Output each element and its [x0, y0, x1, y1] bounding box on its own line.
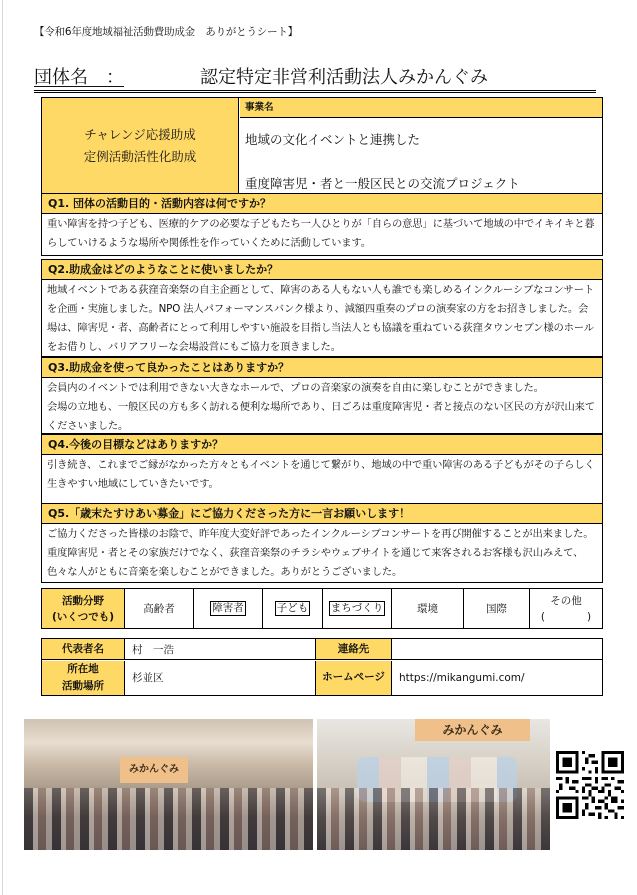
field-option-environment-label: 環境 — [417, 602, 438, 615]
qa-block-1 — [41, 193, 603, 256]
project-name-line-2: 重度障害児・者と一般区民との交流プロジェクト — [245, 176, 520, 191]
qa-block-3 — [41, 357, 603, 434]
representative-value: 村 一浩 — [125, 639, 316, 659]
answer-3 — [42, 378, 602, 437]
sheet-header-label: 【令和6年度地域福祉活動費助成金 ありがとうシート】 — [34, 26, 298, 38]
grant-type-challenge: チャレンジ応援助成 — [84, 126, 196, 142]
field-option-international[interactable] — [464, 589, 530, 628]
contact-row-2 — [42, 661, 602, 696]
question-2: Q2.助成金はどのようなことに使いましたか？ — [42, 260, 602, 280]
project-label: 事業名 — [240, 98, 602, 118]
location-value: 杉並区 — [125, 661, 316, 696]
project-name-line-1: 地域の文化イベントと連携した — [245, 132, 421, 147]
qa-block-2 — [41, 259, 603, 357]
group-photo-crowd — [24, 788, 313, 850]
field-option-international-label: 国際 — [486, 602, 507, 615]
concert-photo-audience — [317, 788, 550, 850]
field-option-community[interactable] — [323, 589, 392, 628]
answer-1: 重い障害を持つ子ども、医療的ケアの必要な子どもたち一人ひとりが「自らの意思」に基づいて地域の中でイキイキと暮らしていけるような場所や関係性を作っていくために活動しています。 — [47, 218, 595, 249]
question-4: Q4.今後の目標などはありますか？ — [42, 435, 602, 455]
field-option-elderly-label: 高齢者 — [143, 602, 175, 615]
project-section — [240, 98, 602, 193]
activity-fields-label-line-2: (いくつでも) — [51, 610, 115, 623]
field-option-children[interactable] — [263, 589, 323, 628]
contact-value — [392, 639, 602, 659]
group-photo-banner: みかんぐみ — [120, 757, 188, 783]
field-option-community-label: まちづくり — [330, 602, 384, 614]
field-option-other-value: ( ) — [540, 610, 592, 623]
question-1: Q1. 団体の活動目的・活動内容は何ですか？ — [42, 194, 602, 214]
answer-3-line-1: 会員内のイベントでは利用できない大きなホールで、プロの音楽家の演奏を自由に楽しむことができました。 — [47, 382, 544, 394]
field-option-disabled-label: 障害者 — [212, 602, 244, 614]
organization-label: 団体名 ： — [34, 67, 124, 88]
field-option-disabled[interactable] — [194, 589, 263, 628]
answer-2: 地域イベントである荻窪音楽祭の自主企画として、障害のある人もない人も誰でも楽しめるインクルーシブなコンサートを企画・実施しました。NPO 法人パフォーマンスバンク様より、減額四重奏のプロの演奏家の方をお招きしました。会場は、障害児・者、高齢者にとって利用しやすい施設を目指し当法人とも協議を重ねている荻窪タウンセブン様のホールをお借りし、バリアフリーな会場設営にもご協力を頂きました。 — [47, 284, 595, 353]
answer-3-line-2: 会場の立地も、一般区民の方も多く訪れる便利な場所であり、日ごろは重度障害児・者と接点のない区民の方が沢山来てくださいました。 — [47, 401, 595, 432]
answer-4: 引き続き、これまでご縁がなかった方々ともイベントを通じて繋がり、地域の中で重い障害のある子どもがその子らしく生きやすい地域にしていきたいです。 — [47, 459, 595, 490]
answer-5: ご協力くださった皆様のお陰で、昨年度大変好評であったインクルーシブコンサートを再び開催することが出来ました。重度障害児・者とその家族だけでなく、荻窪音楽祭のチラシやウェブサイトを通じて来客されるお客様も沢山みえて、色々な人がともに音楽を楽しむことができました。ありがとうございました。 — [47, 528, 594, 578]
field-option-environment[interactable] — [392, 589, 464, 628]
field-option-children-label: 子ども — [276, 602, 309, 614]
homepage-link[interactable]: https://mikangumi.com/ — [399, 671, 525, 684]
grant-project-block — [41, 97, 603, 194]
location-label-line-2: 活動場所 — [62, 679, 104, 692]
grant-types — [42, 98, 239, 193]
activity-fields-row — [41, 588, 603, 629]
location-label — [42, 661, 125, 696]
representative-label: 代表者名 — [42, 639, 125, 659]
location-label-line-1: 所在地 — [67, 662, 99, 675]
question-3: Q3.助成金を使って良かったことはありますか？ — [42, 358, 602, 378]
qa-block-4 — [41, 434, 603, 504]
question-5: Q5.「歳末たすけあい募金」にご協力くださった方に一言お願いします！ — [42, 504, 602, 524]
qr-code-icon[interactable] — [556, 751, 624, 819]
concert-photo-banner: みかんぐみ — [415, 719, 530, 741]
homepage-label: ホームページ — [316, 661, 392, 696]
contact-table — [41, 638, 603, 696]
qa-block-5 — [41, 503, 603, 583]
concert-photo — [317, 719, 550, 850]
field-option-elderly[interactable] — [125, 589, 194, 628]
field-option-other[interactable] — [530, 589, 602, 628]
contact-row-1 — [42, 639, 602, 660]
group-photo — [24, 719, 313, 850]
organization-name: 認定特定非営利活動法人みかんぐみ — [200, 67, 488, 88]
activity-fields-label — [42, 589, 125, 628]
page-edge — [2, 0, 3, 895]
organization-title — [34, 66, 596, 93]
activity-fields-label-line-1: 活動分野 — [62, 594, 104, 607]
field-option-other-label: その他 — [550, 594, 582, 607]
grant-type-regular: 定例活動活性化助成 — [83, 148, 197, 164]
contact-label: 連絡先 — [316, 639, 392, 659]
